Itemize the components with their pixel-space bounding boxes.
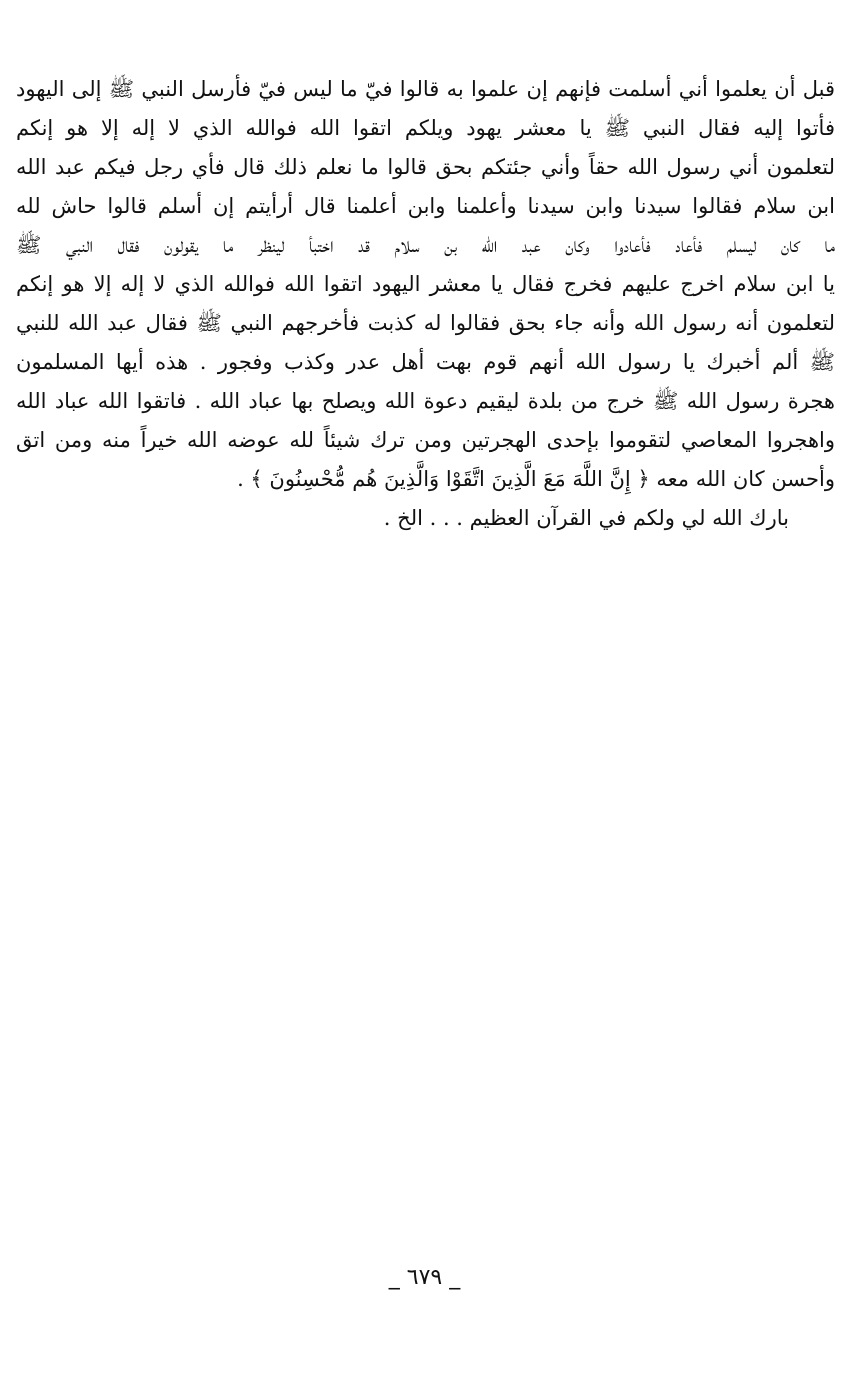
text-line-2: فأتوا إليه فقال النبي ﷺ يا معشر يهود ويلكم اتقوا الله فوالله الذي لا إله إلا هو إنكم — [16, 116, 835, 140]
text-line-10: واهجروا المعاصي لتقوموا بإحدى الهجرتين ومن ترك شيئاً لله عوضه الله خيراً منه ومن اتق — [16, 428, 835, 452]
text-line-11: وأحسن كان الله معه ﴿ إِنَّ اللَّهَ مَعَ الَّذِينَ اتَّقَوْا وَالَّذِينَ هُم مُّحْسِنُونَ ﴾ . — [237, 467, 835, 491]
text-line-1: قبل أن يعلموا أني أسلمت فإنهم إن علموا به قالوا فيّ ما ليس فيّ فأرسل النبي ﷺ إلى اليهود — [16, 77, 835, 101]
text-line-5: ما كان ليسلم فأعاد فأعادوا وكان عبد الله بن سلام قد اختبأ لينظر ما يقولون فقال النبي ﷺ — [16, 233, 835, 257]
text-line-6: يا ابن سلام اخرج عليهم فخرج فقال يا معشر اليهود اتقوا الله فوالله الذي لا إله إلا هو إنكم — [16, 272, 835, 296]
text-line-7: لتعلمون أنه رسول الله وأنه جاء بحق فقالوا له كذبت فأخرجهم النبي ﷺ فقال عبد الله للنبي — [16, 311, 835, 335]
text-line-3: لتعلمون أني رسول الله حقاً وأني جئتكم بحق قالوا ما نعلم ذلك قال فأي رجل فيكم عبد الله — [16, 155, 835, 179]
text-line-4: ابن سلام فقالوا سيدنا وابن سيدنا وأعلمنا وابن أعلمنا قال أرأيتم إن أسلم قالوا حاش لله — [16, 194, 835, 218]
body-text — [16, 70, 835, 538]
text-line-9: هجرة رسول الله ﷺ خرج من بلدة ليقيم دعوة الله ويصلح بها عباد الله . فاتقوا الله عباد الله — [16, 389, 835, 413]
page-number: _ ٦٧٩ _ — [388, 1265, 461, 1290]
text-line-12: بارك الله لي ولكم في القرآن العظيم . . . الخ . — [383, 506, 789, 530]
text-line-8: ﷺ ألم أخبرك يا رسول الله أنهم قوم بهت أهل عدر وكذب وفجور . هذه أيها المسلمون — [16, 350, 835, 374]
